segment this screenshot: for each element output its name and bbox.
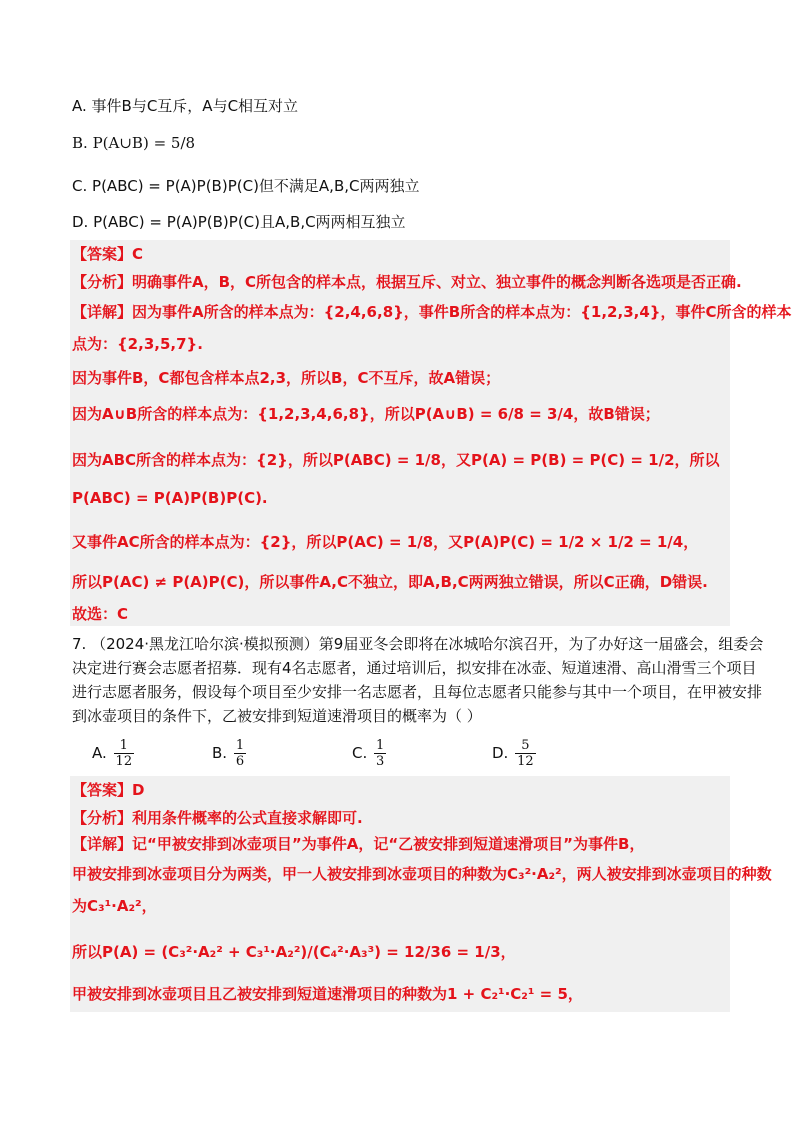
answer-q6: 【答案】C [72,245,144,263]
analysis-q7: 【分析】利用条件概率的公式直接求解即可. [72,809,363,827]
detail-q7-line2: 甲被安排到冰壶项目分为两类，甲一人被安排到冰壶项目的种数为C₃²·A₂²，两人被安排到冰壶项目的种数 [72,865,772,883]
answer-q7: 【答案】D [72,781,145,799]
option-d-fraction: $\frac{5}{12}$ [517,738,534,769]
detail-q6-line6: P(ABC) = P(A)P(B)P(C). [72,489,268,507]
detail-q6-line8: 所以P(AC) ≠ P(A)P(C)，所以事件A,C不独立，即A,B,C两两独立错误，所以C正确，D错误. [72,573,708,591]
option-d-q6: D. P(ABC) = P(A)P(B)P(C)且A,B,C两两相互独立 [72,213,406,231]
option-a-fraction: $\frac{1}{12}$ [115,738,133,769]
question-7-line4: 到冰壶项目的条件下，乙被安排到短道速滑项目的概率为（ ） [72,707,482,725]
detail-q6-line2: 点为：{2,3,5,7}. [72,335,203,353]
option-a-q6: A. 事件B与C互斥，A与C相互对立 [72,97,299,115]
analysis-q6: 【分析】明确事件A，B，C所包含的样本点，根据互斥、对立、独立事件的概念判断各选项是否正确. [72,273,742,291]
option-c-q7: C. $\frac{1}{3}$ [352,738,385,769]
option-c-fraction: $\frac{1}{3}$ [376,738,385,769]
detail-q6-line5: 因为ABC所含的样本点为：{2}，所以P(ABC) = 1/8，又P(A) = P(B) = P(C) = 1/2，所以 [72,451,720,469]
detail-q7-line3: 为C₃¹·A₂²， [72,897,157,915]
option-b-q6: B. P(A∪B) = 5/8 [72,134,196,152]
option-a-q7: A. $\frac{1}{12}$ [92,738,133,769]
choice-q6: 故选：C [72,605,129,623]
detail-q6-line7: 又事件AC所含的样本点为：{2}，所以P(AC) = 1/8，又P(A)P(C) = 1/2 × 1/2 = 1/4， [72,533,699,551]
option-b-q7: B. $\frac{1}{6}$ [212,738,245,769]
question-7-line2: 决定进行赛会志愿者招募．现有4名志愿者，通过培训后，拟安排在冰壶、短道速滑、高山滑雪三个项目 [72,659,757,677]
solution-band-q6 [70,240,730,626]
detail-q7-line5: 甲被安排到冰壶项目且乙被安排到短道速滑项目的种数为1 + C₂¹·C₂¹ = 5， [72,985,583,1003]
option-c-q6: C. P(ABC) = P(A)P(B)P(C)但不满足A,B,C两两独立 [72,177,420,195]
detail-q7-line1: 【详解】记“甲被安排到冰壶项目”为事件A，记“乙被安排到短道速滑项目”为事件B， [72,835,645,853]
option-d-q7: D. $\frac{5}{12}$ [492,738,534,769]
question-7-line1: 7. （2024·黑龙江哈尔滨·模拟预测）第9届亚冬会即将在冰城哈尔滨召开，为了办好这一届盛会，组委会 [72,635,764,653]
question-7-line3: 进行志愿者服务，假设每个项目至少安排一名志愿者，且每位志愿者只能参与其中一个项目，在甲被安排 [72,683,763,701]
detail-q6-line1: 【详解】因为事件A所含的样本点为：{2,4,6,8}，事件B所含的样本点为：{1,2,3,4}，事件C所含的样本 [72,303,792,321]
detail-q6-line4: 因为A∪B所含的样本点为：{1,2,3,4,6,8}，所以P(A∪B) = 6/8 = 3/4，故B错误； [72,405,660,423]
detail-q7-line4: 所以P(A) = (C₃²·A₂² + C₃¹·A₂²)/(C₄²·A₃³) = 12/36 = 1/3， [72,943,516,961]
option-b-fraction: $\frac{1}{6}$ [235,738,245,769]
detail-q6-line3: 因为事件B，C都包含样本点2,3，所以B，C不互斥，故A错误； [72,369,501,387]
